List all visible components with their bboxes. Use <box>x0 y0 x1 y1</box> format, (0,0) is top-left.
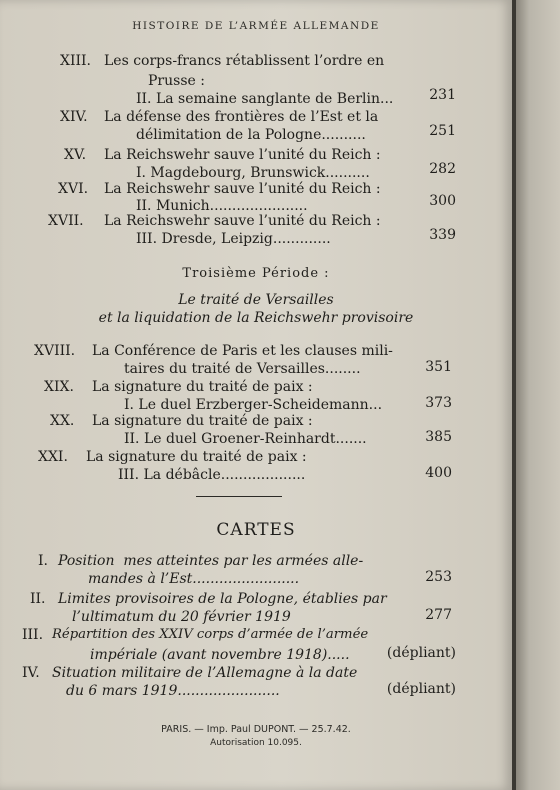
chapter-number: XIII. <box>60 53 92 69</box>
chapter-subtitle: délimitation de la Pologne.......... <box>136 127 366 143</box>
page-number: 253 <box>425 569 452 585</box>
chapter-title: La Reichswehr sauve l’unité du Reich : <box>104 147 381 163</box>
chapter-number: XVII. <box>48 213 84 229</box>
map-title: Limites provisoires de la Pologne, établies par <box>58 591 387 607</box>
chapter-subtitle: I. Le duel Erzberger-Scheidemann... <box>124 397 383 413</box>
chapter-number: XVI. <box>58 181 89 197</box>
chapter-title-cont: Prusse : <box>148 73 205 89</box>
chapter-number: XX. <box>50 413 75 429</box>
chapter-title: La Conférence de Paris et les clauses mili- <box>92 343 393 359</box>
chapter-subtitle: III. La débâcle................... <box>118 467 306 483</box>
chapter-title: Les corps-francs rétablissent l’ordre en <box>104 53 385 69</box>
imprint-authorization: Autorisation 10.095. <box>210 738 302 748</box>
chapter-subtitle: I. Magdebourg, Brunswick.......... <box>136 165 370 181</box>
cartes-heading: CARTES <box>216 520 296 540</box>
chapter-subtitle: II. Le duel Groener-Reinhardt....... <box>124 431 367 447</box>
chapter-title: La signature du traité de paix : <box>92 413 313 429</box>
map-title-cont: impériale (avant novembre 1918)..... <box>90 647 350 663</box>
chapter-title: La Reichswehr sauve l’unité du Reich : <box>104 181 381 197</box>
map-number: I. <box>38 553 48 569</box>
period-heading: Troisième Période : <box>182 266 330 281</box>
chapter-number: XVIII. <box>34 343 76 359</box>
page-number: (dépliant) <box>386 645 456 661</box>
page-number: 251 <box>429 123 456 139</box>
chapter-title: La signature du traité de paix : <box>92 379 313 395</box>
chapter-subtitle: II. Munich...................... <box>136 198 308 214</box>
map-title: Situation militaire de l’Allemagne à la date <box>52 665 358 681</box>
chapter-subtitle: taires du traité de Versailles........ <box>124 361 361 377</box>
page-number: 400 <box>425 465 452 481</box>
map-title: Position ‌ ‌mes atteintes par les armées alle- <box>58 553 364 569</box>
page-number: 339 <box>429 227 456 243</box>
chapter-subtitle: II. La semaine sanglante de Berlin... <box>136 91 394 107</box>
imprint-line: PARIS. — Imp. Paul DUPONT. — 25.7.42. <box>161 724 351 735</box>
chapter-title: La Reichswehr sauve l’unité du Reich : <box>104 213 381 229</box>
page-number: 231 <box>429 87 456 103</box>
map-title-cont: l’ultimatum du 20 février 1919 <box>72 609 291 625</box>
period-title-line2: et la liquidation de la Reichswehr provisoire <box>98 310 414 326</box>
section-divider <box>196 496 282 497</box>
map-number: II. <box>30 591 46 607</box>
chapter-number: XV. <box>64 147 87 163</box>
page-number: 351 <box>425 359 452 375</box>
map-title-cont: du 6 mars 1919....................... <box>66 683 280 699</box>
chapter-subtitle: III. Dresde, Leipzig............. <box>136 231 331 247</box>
page-number: 282 <box>429 161 456 177</box>
map-title-cont: mandes à l’Est........................ <box>88 571 300 587</box>
map-title: Répartition des XXIV corps d’armée de l’armée <box>52 627 369 642</box>
chapter-number: XIX. <box>44 379 74 395</box>
chapter-number: XIV. <box>60 109 88 125</box>
page-number: (dépliant) <box>386 681 456 697</box>
page-edge <box>516 0 560 790</box>
page-number: 385 <box>425 429 452 445</box>
chapter-title: La défense des frontières de l’Est et la <box>104 109 379 125</box>
chapter-number: XXI. <box>38 449 68 465</box>
map-number: IV. <box>22 665 40 681</box>
period-title-line1: Le traité de Versailles <box>178 292 334 308</box>
page-number: 277 <box>425 607 452 623</box>
chapter-title: La signature du traité de paix : <box>86 449 307 465</box>
page-number: 300 <box>429 193 456 209</box>
running-head: HISTOIRE DE L’ARMÉE ALLEMANDE <box>132 20 380 32</box>
page-number: 373 <box>425 395 452 411</box>
map-number: III. <box>22 627 44 643</box>
